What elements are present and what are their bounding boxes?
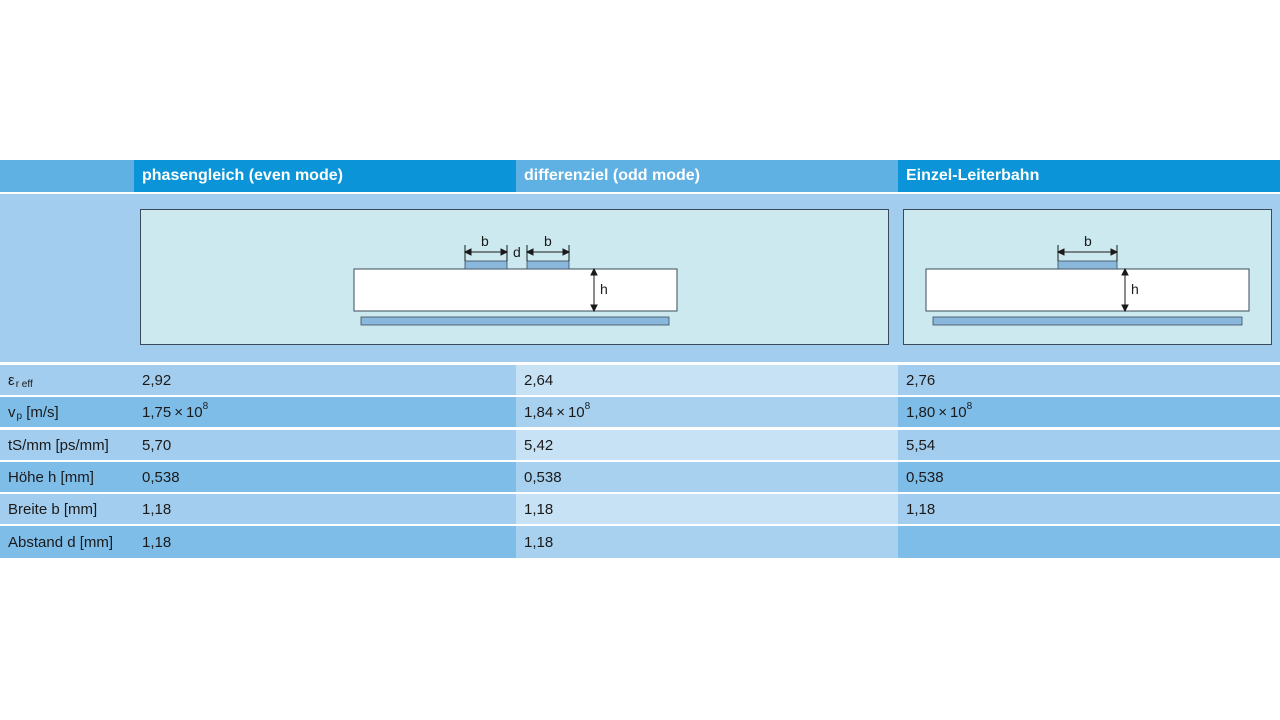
label-b-left: b: [481, 233, 489, 249]
diagram-row-label-cell: [0, 194, 134, 362]
value-single: 0,538: [898, 462, 1280, 492]
value-even: 1,18: [134, 494, 516, 524]
header-single-trace: Einzel-Leiterbahn: [898, 160, 1280, 192]
trace-right: [527, 261, 569, 269]
value-odd: 1,18: [516, 494, 898, 524]
table-row: [0, 430, 1280, 460]
label-b-single: b: [1084, 233, 1092, 249]
value-single: 5,54: [898, 430, 1280, 460]
param-velocity: [0, 397, 134, 427]
param-delay: tS/mm [ps/mm]: [0, 430, 134, 460]
param-width: Breite b [mm]: [0, 494, 134, 524]
table-row: [0, 494, 1280, 524]
table-row: [0, 365, 1280, 395]
table-row: [0, 526, 1280, 558]
param-unit: [m/s]: [22, 403, 59, 421]
trace-left: [465, 261, 507, 269]
value-even: 5,70: [134, 430, 516, 460]
param-subscript: r eff: [15, 378, 33, 390]
value-odd: 2,64: [516, 365, 898, 395]
param-subscript: p: [16, 410, 23, 422]
base: 10: [567, 403, 585, 421]
single-microstrip-diagram: [903, 209, 1273, 347]
value-even: 0,538: [134, 462, 516, 492]
label-d: d: [513, 244, 521, 260]
table-row: [0, 397, 1280, 427]
exponent: 8: [584, 400, 591, 412]
param-height: Höhe h [mm]: [0, 462, 134, 492]
mantissa: 1,84: [524, 403, 554, 421]
param-symbol: v: [8, 403, 16, 421]
mantissa: 1,75: [142, 403, 172, 421]
coupled-microstrip-diagram: [140, 209, 892, 347]
label-h: h: [600, 281, 608, 297]
substrate: [354, 269, 677, 311]
param-symbol: ε: [8, 371, 15, 389]
mantissa: 1,80: [906, 403, 936, 421]
value-even: 1,18: [134, 526, 516, 558]
header-odd-mode: differenziel (odd mode): [516, 160, 898, 192]
diagram-row: [0, 194, 1280, 362]
times-sign: ×: [174, 403, 183, 421]
table-row: [0, 462, 1280, 492]
header-even-mode: phasengleich (even mode): [134, 160, 516, 192]
value-odd: 1,18: [516, 526, 898, 558]
param-epsilon: [0, 365, 134, 395]
parameter-table: [0, 160, 1280, 560]
exponent: 8: [966, 400, 973, 412]
table-header-row: [0, 160, 1280, 192]
param-spacing: Abstand d [mm]: [0, 526, 134, 558]
base: 10: [185, 403, 203, 421]
ground-plane-single: [933, 317, 1242, 325]
exponent: 8: [202, 400, 209, 412]
times-sign: ×: [556, 403, 565, 421]
value-single: 1,18: [898, 494, 1280, 524]
value-even: 2,92: [134, 365, 516, 395]
ground-plane: [361, 317, 669, 325]
value-single: 2,76: [898, 365, 1280, 395]
substrate-single: [926, 269, 1249, 311]
times-sign: ×: [938, 403, 947, 421]
base: 10: [949, 403, 967, 421]
label-h-single: h: [1131, 281, 1139, 297]
value-single: [898, 526, 1280, 558]
value-single: [898, 397, 1280, 427]
label-b-right: b: [544, 233, 552, 249]
value-odd: [516, 397, 898, 427]
trace-single: [1058, 261, 1117, 269]
value-odd: 5,42: [516, 430, 898, 460]
header-empty-cell: [0, 160, 134, 192]
value-even: [134, 397, 516, 427]
value-odd: 0,538: [516, 462, 898, 492]
